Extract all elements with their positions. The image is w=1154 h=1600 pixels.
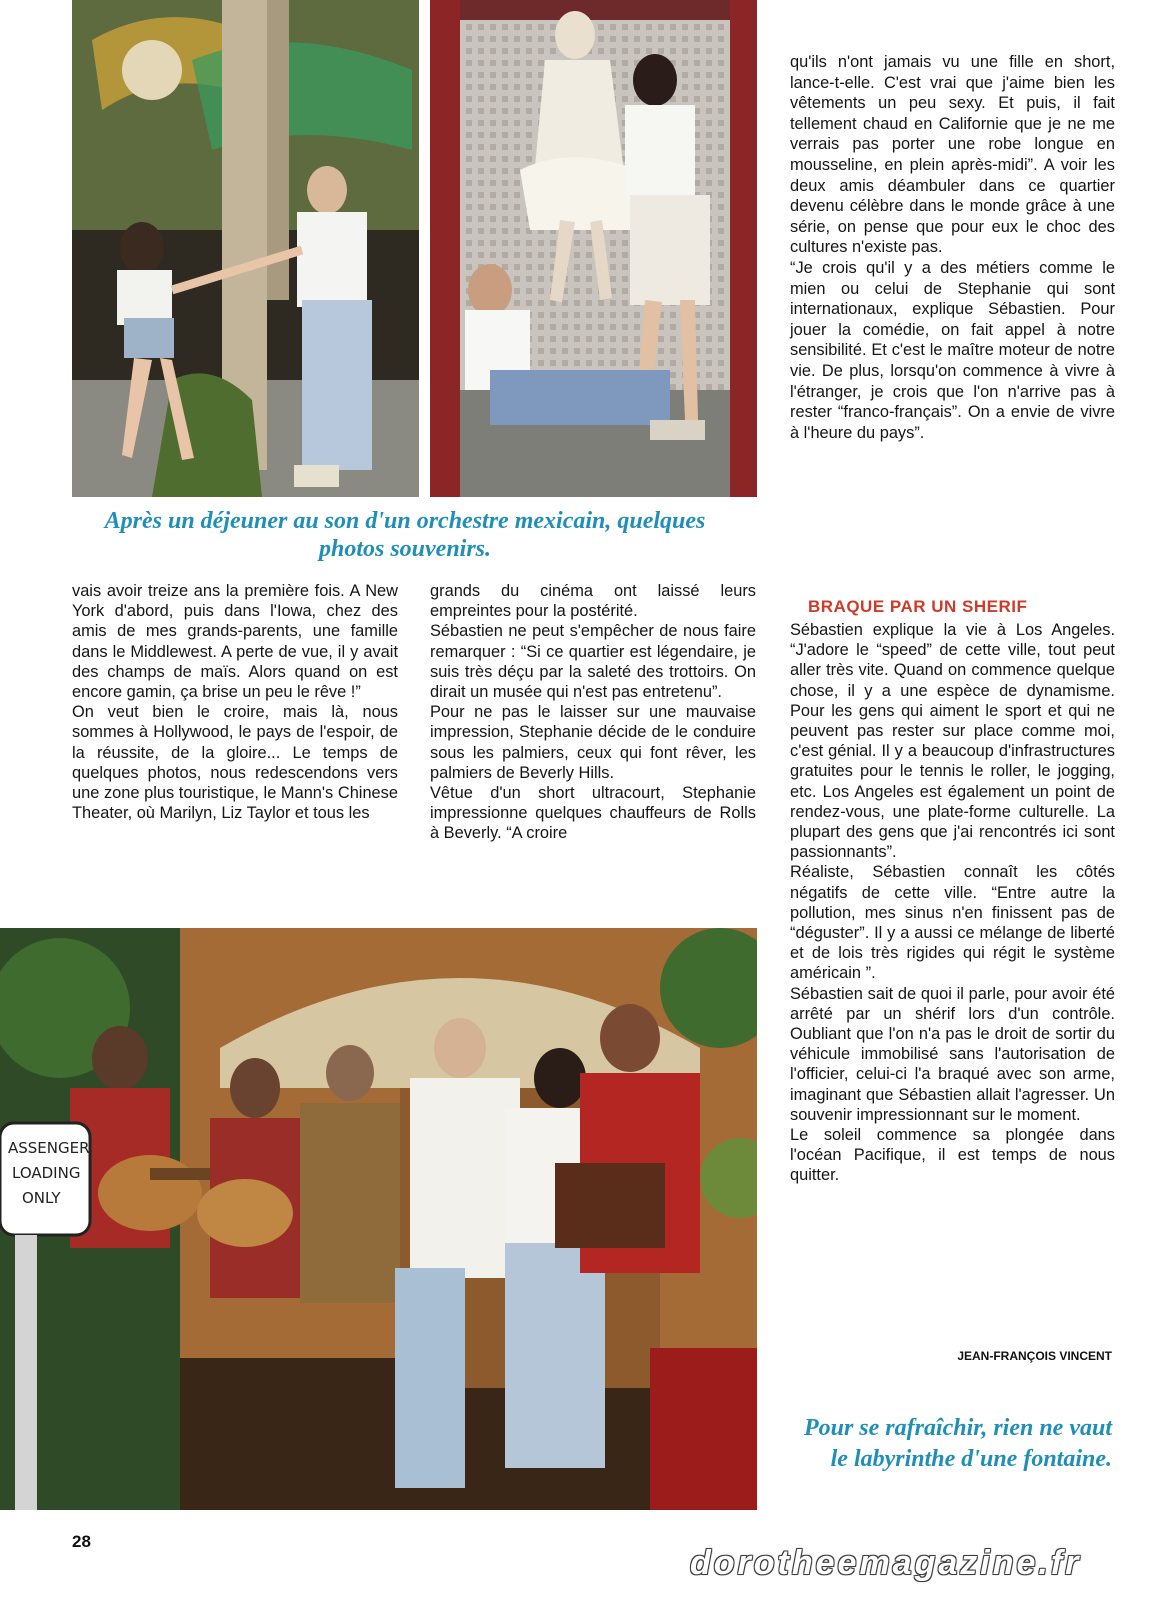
page-number: 28	[72, 1532, 91, 1551]
paragraph: Réaliste, Sébastien connaît les côtés négatifs de cette ville. “Entre autre la pollution, mes sinus n'en finissent pas de “déguster”. Il y a aussi ce mélange de liberté et de lois très rigides qui régit le système américain ”.	[790, 863, 1115, 983]
paragraph: Vêtue d'un short ultracourt, Stephanie impressionne quelques chauffeurs de Rolls à Beverly. “A croire	[430, 784, 756, 843]
paragraph: grands du cinéma ont laissé leurs empreintes pour la postérité.	[430, 582, 756, 621]
paragraph: qu'ils n'ont jamais vu une fille en short, lance-t-elle. C'est vrai que j'aime bien les vêtements un peu sexy. Et puis, il fait tellement chaud en Californie que je ne me verrais pas porter une robe longue en mousseline, en plein après-midi”. A voir les deux amis déambuler dans ce quartier devenu célèbre dans le monde grâce à une série, on pense que pour eux le choc des cultures n'existe pas.	[790, 53, 1115, 257]
sign-line-3: ONLY	[22, 1189, 61, 1207]
column-right-top	[790, 52, 1115, 443]
caption-top: Après un déjeuner au son d'un orchestre mexicain, quelques photos souvenirs.	[104, 508, 706, 562]
paragraph: Sébastien ne peut s'empêcher de nous faire remarquer : “Si ce quartier est légendaire, je suis très déçu par la saleté des trottoirs. On dirait un musée qui n'est pas entretenu”.	[430, 622, 756, 702]
photo-couple-dancing	[72, 0, 419, 497]
paragraph: Sébastien sait de quoi il parle, pour avoir été arrêté par un shérif lors d'un contrôle. Oubliant que l'on n'a pas le droit de sortir du véhicule immobilisé sans l'autorisation de l'officier, celui-ci l'a braqué avec son arme, imaginant que Sébastien allait l'agresser. Un souvenir impressionnant sur le moment.	[790, 984, 1115, 1124]
paragraph: Le soleil commence sa plongée dans l'océan Pacifique, il est temps de nous quitter.	[790, 1126, 1115, 1185]
paragraph: On veut bien le croire, mais là, nous sommes à Hollywood, le pays de l'espoir, de la réussite, de la gloire... Le temps de quelques photos, nous redescendons vers une zone plus touristique, le Mann's Chinese Theater, où Marilyn, Liz Taylor et tous les	[72, 703, 398, 823]
paragraph: Sébastien explique la vie à Los Angeles. “J'adore le “speed” de cette ville, tout peut aller très vite. Quand on commence quelque chose, il y a une espèce de dynamisme. Pour les gens qui aiment le sport et qui ne peuvent pas rester sur place comme moi, c'est génial. Il y a beaucoup d'infrastructures gratuites pour le tennis le roller, le jogging, etc. Los Angeles est également un point de rendez-vous, une plate-forme culturelle. La plupart des gens que j'ai rencontrés ici sont passionnants”.	[790, 621, 1115, 862]
sign-line-2: LOADING	[12, 1164, 81, 1182]
section-subhead: BRAQUE PAR UN SHERIF	[808, 597, 1028, 616]
photo-mariachi-band	[0, 928, 757, 1510]
sign-line-1: ASSENGER	[8, 1139, 90, 1157]
paragraph: Pour ne pas le laisser sur une mauvaise impression, Stephanie décide de le conduire sous les palmiers, ceux qui font rêver, les palmiers de Beverly Hills.	[430, 703, 756, 782]
column-right-bottom	[790, 620, 1115, 1186]
column-left	[72, 581, 398, 823]
site-watermark: dorotheemagazine.fr	[690, 1544, 1082, 1582]
caption-bottom-right: Pour se rafraîchir, rien ne vaut le labyrinthe d'une fontaine.	[803, 1415, 1112, 1472]
column-middle	[430, 581, 756, 844]
author-byline: JEAN-FRANÇOIS VINCENT	[957, 1349, 1112, 1363]
paragraph: “Je crois qu'il y a des métiers comme le mien ou celui de Stephanie qui sont internationaux, explique Sébastien. Pour jouer la comédie, on fait appel à notre sensibilité. Et c'est le maître moteur de notre vie. De plus, lorsqu'on commence à vivre à l'étranger, je crois que l'on n'arrive pas à rester “franco-français”. On a envie de vivre à l'heure du pays”.	[790, 258, 1115, 442]
photo-marilyn-statue	[430, 0, 757, 497]
paragraph: vais avoir treize ans la première fois. A New York d'abord, puis dans l'Iowa, chez des amis de mes grands-parents, une famille dans le Middlewest. A perte de vue, il y avait des champs de maïs. Alors quand on est encore gamin, ça brise un peu le rêve !”	[72, 582, 398, 702]
